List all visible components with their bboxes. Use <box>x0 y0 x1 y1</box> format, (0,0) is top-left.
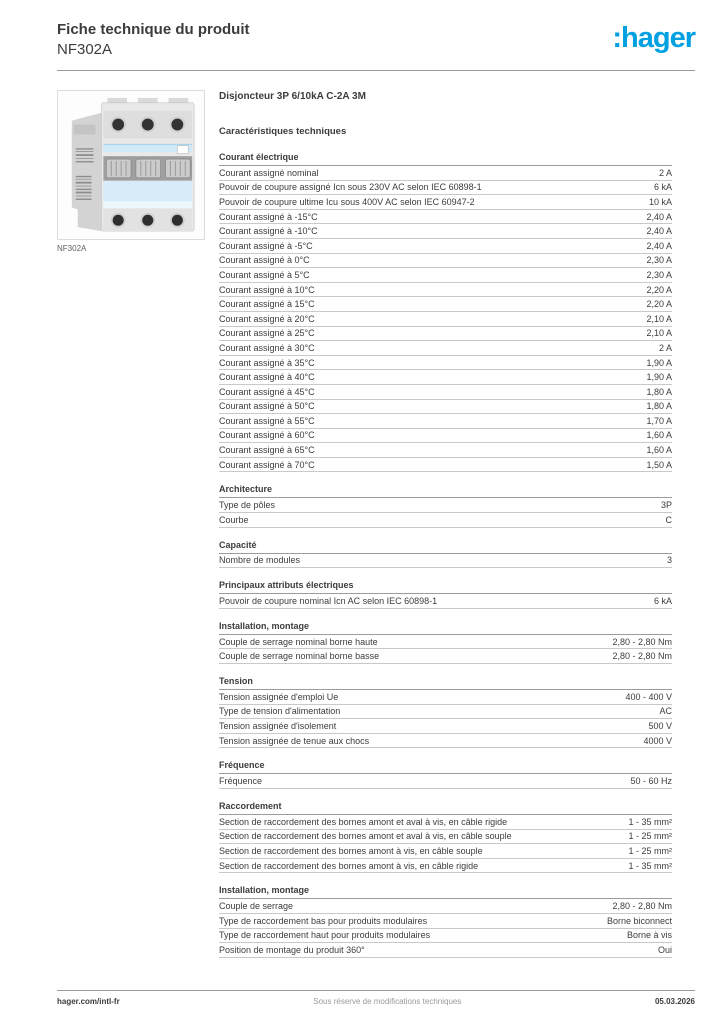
spec-row <box>219 195 672 210</box>
spec-value: 6 kA <box>653 182 672 193</box>
spec-label: Type de raccordement haut pour produits modulaires <box>219 930 431 941</box>
spec-value: 400 - 400 V <box>625 691 672 702</box>
footer-date: 05.03.2026 <box>654 997 695 1006</box>
spec-row <box>219 166 672 181</box>
spec-group-title: Raccordement <box>219 801 672 815</box>
spec-value: 10 kA <box>648 196 672 207</box>
spec-label: Courant assigné à 10°C <box>219 284 315 295</box>
spec-value: 2 A <box>658 167 672 178</box>
spec-row <box>219 649 672 664</box>
spec-label: Courant assigné à 15°C <box>219 299 315 310</box>
spec-label: Courant assigné à 50°C <box>219 401 315 412</box>
spec-value: 1,60 A <box>646 430 672 441</box>
spec-value: 2,80 - 2,80 Nm <box>612 636 672 647</box>
spec-row <box>219 719 672 734</box>
spec-value: 2,10 A <box>646 328 672 339</box>
spec-value: 1,80 A <box>646 386 672 397</box>
spec-value: 1 - 35 mm² <box>628 816 672 827</box>
header-divider <box>57 70 695 71</box>
hager-logo: :hager <box>612 22 695 54</box>
spec-row <box>219 914 672 929</box>
spec-group <box>219 484 672 527</box>
spec-value: 1,90 A <box>646 357 672 368</box>
spec-label: Courant assigné à 25°C <box>219 328 315 339</box>
spec-label: Section de raccordement des bornes amont et aval à vis, en câble souple <box>219 831 512 842</box>
spec-group-title: Tension <box>219 676 672 690</box>
spec-row <box>219 370 672 385</box>
spec-label: Tension assignée d'emploi Ue <box>219 691 339 702</box>
page-header <box>57 20 695 60</box>
spec-label: Courbe <box>219 514 249 525</box>
spec-row <box>219 400 672 415</box>
spec-row <box>219 239 672 254</box>
product-image-caption: NF302A <box>57 244 87 253</box>
spec-row <box>219 859 672 874</box>
spec-row <box>219 635 672 650</box>
spec-label: Courant assigné à 70°C <box>219 459 315 470</box>
spec-label: Courant assigné à 35°C <box>219 357 315 368</box>
characteristics-title: Caractéristiques techniques <box>219 126 347 137</box>
spec-row <box>219 254 672 269</box>
spec-group-title: Capacité <box>219 540 672 554</box>
spec-row <box>219 594 672 609</box>
spec-value: 1,80 A <box>646 401 672 412</box>
product-code: NF302A <box>57 41 113 58</box>
spec-row <box>219 224 672 239</box>
spec-label: Fréquence <box>219 776 263 787</box>
spec-label: Courant assigné nominal <box>219 167 319 178</box>
spec-label: Pouvoir de coupure assigné Icn sous 230V AC selon IEC 60898-1 <box>219 182 482 193</box>
spec-row <box>219 356 672 371</box>
footer-divider <box>57 990 695 991</box>
spec-label: Couple de serrage nominal borne haute <box>219 636 378 647</box>
spec-group-title: Principaux attributs électriques <box>219 580 672 594</box>
spec-label: Courant assigné à -10°C <box>219 226 318 237</box>
spec-value: 2,80 - 2,80 Nm <box>612 651 672 662</box>
spec-label: Tension assignée de tenue aux chocs <box>219 735 370 746</box>
spec-label: Courant assigné à 45°C <box>219 386 315 397</box>
spec-group <box>219 621 672 664</box>
spec-label: Courant assigné à 20°C <box>219 313 315 324</box>
spec-value: AC <box>659 706 672 717</box>
spec-value: 2,40 A <box>646 211 672 222</box>
spec-row <box>219 899 672 914</box>
spec-column <box>219 91 672 970</box>
spec-label: Type de pôles <box>219 500 276 511</box>
spec-label: Courant assigné à -15°C <box>219 211 318 222</box>
spec-value: 4000 V <box>643 735 672 746</box>
spec-label: Section de raccordement des bornes amont à vis, en câble souple <box>219 845 483 856</box>
spec-row <box>219 943 672 958</box>
spec-value: 2 A <box>658 342 672 353</box>
spec-value: 2,40 A <box>646 240 672 251</box>
spec-row <box>219 458 672 473</box>
spec-row <box>219 705 672 720</box>
spec-label: Couple de serrage nominal borne basse <box>219 651 380 662</box>
spec-group-title: Architecture <box>219 484 672 498</box>
spec-value: 1 - 25 mm² <box>628 831 672 842</box>
spec-value: 2,30 A <box>646 269 672 280</box>
spec-row <box>219 268 672 283</box>
page-title: Fiche technique du produit <box>57 21 250 38</box>
spec-group <box>219 580 672 609</box>
spec-label: Type de raccordement bas pour produits modulaires <box>219 915 428 926</box>
spec-row <box>219 283 672 298</box>
spec-groups <box>219 152 672 958</box>
spec-group <box>219 885 672 957</box>
spec-row <box>219 210 672 225</box>
spec-row <box>219 312 672 327</box>
spec-label: Courant assigné à -5°C <box>219 240 313 251</box>
spec-group-title: Installation, montage <box>219 885 672 899</box>
spec-label: Courant assigné à 30°C <box>219 342 315 353</box>
footer-website-link[interactable]: hager.com/intl-fr <box>57 997 120 1006</box>
spec-row <box>219 929 672 944</box>
spec-label: Tension assignée d'isolement <box>219 721 337 732</box>
product-image-frame <box>57 90 205 240</box>
spec-label: Type de tension d'alimentation <box>219 706 341 717</box>
spec-row <box>219 498 672 513</box>
spec-row <box>219 443 672 458</box>
spec-row <box>219 844 672 859</box>
spec-row <box>219 830 672 845</box>
spec-label: Courant assigné à 40°C <box>219 372 315 383</box>
spec-value: 1,50 A <box>646 459 672 470</box>
spec-label: Courant assigné à 65°C <box>219 445 315 456</box>
spec-row <box>219 297 672 312</box>
spec-value: 2,80 - 2,80 Nm <box>612 901 672 912</box>
spec-label: Courant assigné à 55°C <box>219 415 315 426</box>
spec-value: 1,70 A <box>646 415 672 426</box>
spec-row <box>219 181 672 196</box>
spec-value: 1 - 25 mm² <box>628 845 672 856</box>
spec-group-title: Fréquence <box>219 760 672 774</box>
spec-value: 2,30 A <box>646 255 672 266</box>
product-description-title: Disjoncteur 3P 6/10kA C-2A 3M <box>219 91 366 102</box>
spec-value: Oui <box>657 944 672 955</box>
spec-value: 500 V <box>648 721 672 732</box>
spec-row <box>219 341 672 356</box>
spec-label: Courant assigné à 60°C <box>219 430 315 441</box>
spec-row <box>219 513 672 528</box>
spec-value: 2,20 A <box>646 284 672 295</box>
spec-value: 2,20 A <box>646 299 672 310</box>
page-footer <box>57 997 695 1006</box>
spec-value: 6 kA <box>653 596 672 607</box>
spec-label: Couple de serrage <box>219 901 294 912</box>
spec-group <box>219 676 672 748</box>
spec-group <box>219 540 672 569</box>
spec-row <box>219 414 672 429</box>
spec-value: 50 - 60 Hz <box>630 776 672 787</box>
spec-value: 2,40 A <box>646 226 672 237</box>
spec-value: 1,60 A <box>646 445 672 456</box>
spec-label: Nombre de modules <box>219 555 301 566</box>
spec-row <box>219 815 672 830</box>
spec-group <box>219 801 672 873</box>
footer-notice: Sous réserve de modifications techniques <box>313 997 462 1006</box>
spec-value: Borne à vis <box>626 930 672 941</box>
spec-row <box>219 429 672 444</box>
circuit-breaker-image <box>58 91 204 239</box>
spec-label: Position de montage du produit 360° <box>219 944 365 955</box>
spec-label: Section de raccordement des bornes amont et aval à vis, en câble rigide <box>219 816 508 827</box>
spec-value: 3P <box>660 500 672 511</box>
spec-row <box>219 690 672 705</box>
spec-row <box>219 327 672 342</box>
spec-label: Pouvoir de coupure ultime Icu sous 400V AC selon IEC 60947-2 <box>219 196 475 207</box>
spec-value: 3 <box>666 555 672 566</box>
spec-group-title: Installation, montage <box>219 621 672 635</box>
spec-row <box>219 774 672 789</box>
spec-group <box>219 152 672 472</box>
spec-label: Pouvoir de coupure nominal Icn AC selon IEC 60898-1 <box>219 596 438 607</box>
spec-label: Courant assigné à 5°C <box>219 269 310 280</box>
spec-value: 1 - 35 mm² <box>628 860 672 871</box>
spec-row <box>219 385 672 400</box>
spec-value: 2,10 A <box>646 313 672 324</box>
spec-group <box>219 760 672 789</box>
spec-value: C <box>665 514 672 525</box>
spec-row <box>219 734 672 749</box>
spec-row <box>219 554 672 569</box>
spec-label: Section de raccordement des bornes amont à vis, en câble rigide <box>219 860 479 871</box>
spec-label: Courant assigné à 0°C <box>219 255 310 266</box>
spec-group-title: Courant électrique <box>219 152 672 166</box>
spec-value: Borne biconnect <box>606 915 672 926</box>
spec-value: 1,90 A <box>646 372 672 383</box>
